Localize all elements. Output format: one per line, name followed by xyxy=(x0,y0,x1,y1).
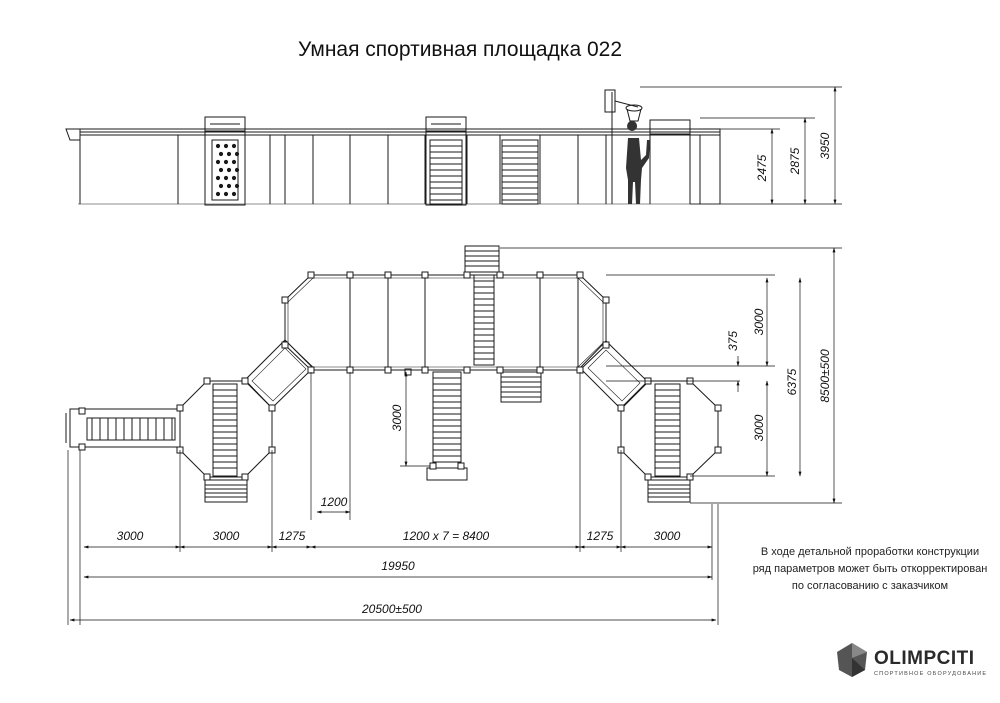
post-node xyxy=(618,405,624,411)
note-line-3: по согласованию с заказчиком xyxy=(791,580,949,592)
elevation-view xyxy=(66,90,720,205)
post-node xyxy=(430,463,436,469)
post-node xyxy=(177,405,183,411)
page-title: Умная спортивная площадка 022 xyxy=(297,38,623,61)
left-bridge xyxy=(66,409,180,447)
post-nodes xyxy=(79,272,721,480)
post-node xyxy=(458,463,464,469)
post-node xyxy=(464,367,470,373)
columns xyxy=(80,135,720,204)
ladder-tower xyxy=(426,117,466,205)
note-line-1: В ходе детальной проработки конструкции xyxy=(760,546,980,558)
right-octagon xyxy=(621,381,718,477)
post-node xyxy=(422,367,428,373)
climbing-hold xyxy=(232,192,235,195)
climbing-hold xyxy=(219,184,222,187)
dim-span-1275-b: 1275 xyxy=(586,529,614,543)
plan-view xyxy=(66,246,718,502)
dim-6375: 6375 xyxy=(785,368,799,396)
post-node xyxy=(603,342,609,348)
post-node xyxy=(497,272,503,278)
cross-beams xyxy=(350,275,578,370)
climbing-hold xyxy=(224,160,227,163)
post-node xyxy=(269,405,275,411)
dim-span-8400: 1200 x 7 = 8400 xyxy=(402,529,490,543)
dim-1200: 1200 xyxy=(320,495,348,509)
post-node xyxy=(537,272,543,278)
dim-3000-right: 3000 xyxy=(752,414,766,442)
dim-3000-mid: 3000 xyxy=(390,404,404,432)
post-node xyxy=(687,474,693,480)
dim-span-3000-a: 3000 xyxy=(116,529,144,543)
climbing-hold xyxy=(224,144,227,147)
plan-dimensions-right xyxy=(311,248,842,520)
post-node xyxy=(242,474,248,480)
top-ladder xyxy=(465,246,499,365)
post-node xyxy=(79,444,85,450)
dim-3000-top: 3000 xyxy=(752,308,766,336)
post-node xyxy=(308,272,314,278)
post-node xyxy=(79,408,85,414)
climbing-hold xyxy=(224,176,227,179)
main-frame xyxy=(285,275,606,370)
dim-h-3950: 3950 xyxy=(818,132,832,160)
dim-8500: 8500±500 xyxy=(818,349,832,403)
post-node xyxy=(577,272,583,278)
logo-tagline: СПОРТИВНОЕ ОБОРУДОВАНИЕ xyxy=(874,671,988,677)
climbing-hold xyxy=(216,160,219,163)
design-note xyxy=(745,544,995,595)
climbing-hold xyxy=(235,152,238,155)
post-node xyxy=(464,272,470,278)
post-node xyxy=(242,378,248,384)
post-node xyxy=(347,272,353,278)
climbing-hold xyxy=(227,168,230,171)
brand-logo xyxy=(832,640,992,680)
dim-total-19950: 19950 xyxy=(381,559,415,573)
post-node xyxy=(422,272,428,278)
post-node xyxy=(204,378,210,384)
note-line-2: ряд параметров может быть откорректирован xyxy=(752,563,988,575)
climbing-hold xyxy=(232,144,235,147)
logo-mark-icon xyxy=(832,640,872,680)
climbing-hold xyxy=(227,152,230,155)
post-node xyxy=(282,342,288,348)
dim-h-2475: 2475 xyxy=(755,154,769,182)
left-octagon xyxy=(180,381,272,477)
dim-h-2875: 2875 xyxy=(788,147,802,175)
post-node xyxy=(715,447,721,453)
post-node xyxy=(603,297,609,303)
right-steps xyxy=(501,372,541,402)
climbing-hold xyxy=(232,160,235,163)
wall-bars xyxy=(502,140,538,204)
right-frame xyxy=(650,120,690,204)
post-node xyxy=(497,367,503,373)
climbing-tower xyxy=(205,117,245,205)
climbing-hold xyxy=(216,192,219,195)
climbing-hold xyxy=(216,176,219,179)
dim-total-20500: 20500±500 xyxy=(362,602,422,616)
right-diag-platform xyxy=(580,341,648,409)
dim-span-3000-c: 3000 xyxy=(653,529,681,543)
climbing-hold xyxy=(235,184,238,187)
human-silhouette xyxy=(626,121,650,204)
climbing-hold xyxy=(227,184,230,187)
climbing-hold xyxy=(216,144,219,147)
post-node xyxy=(282,297,288,303)
post-node xyxy=(204,474,210,480)
beam-end-left xyxy=(66,129,80,140)
height-dimensions xyxy=(640,87,842,204)
logo-name: OLIMPCITI xyxy=(874,648,975,669)
post-node xyxy=(645,474,651,480)
climbing-hold xyxy=(235,168,238,171)
dim-span-3000-b: 3000 xyxy=(212,529,240,543)
climbing-hold xyxy=(219,168,222,171)
climbing-hold xyxy=(224,192,227,195)
climbing-hold xyxy=(232,176,235,179)
left-diag-platform xyxy=(245,340,313,408)
post-node xyxy=(385,272,391,278)
dim-span-1275-a: 1275 xyxy=(278,529,306,543)
post-node xyxy=(537,367,543,373)
post-node xyxy=(385,367,391,373)
climbing-hold xyxy=(219,152,222,155)
post-node xyxy=(715,405,721,411)
dim-375: 375 xyxy=(726,330,740,352)
